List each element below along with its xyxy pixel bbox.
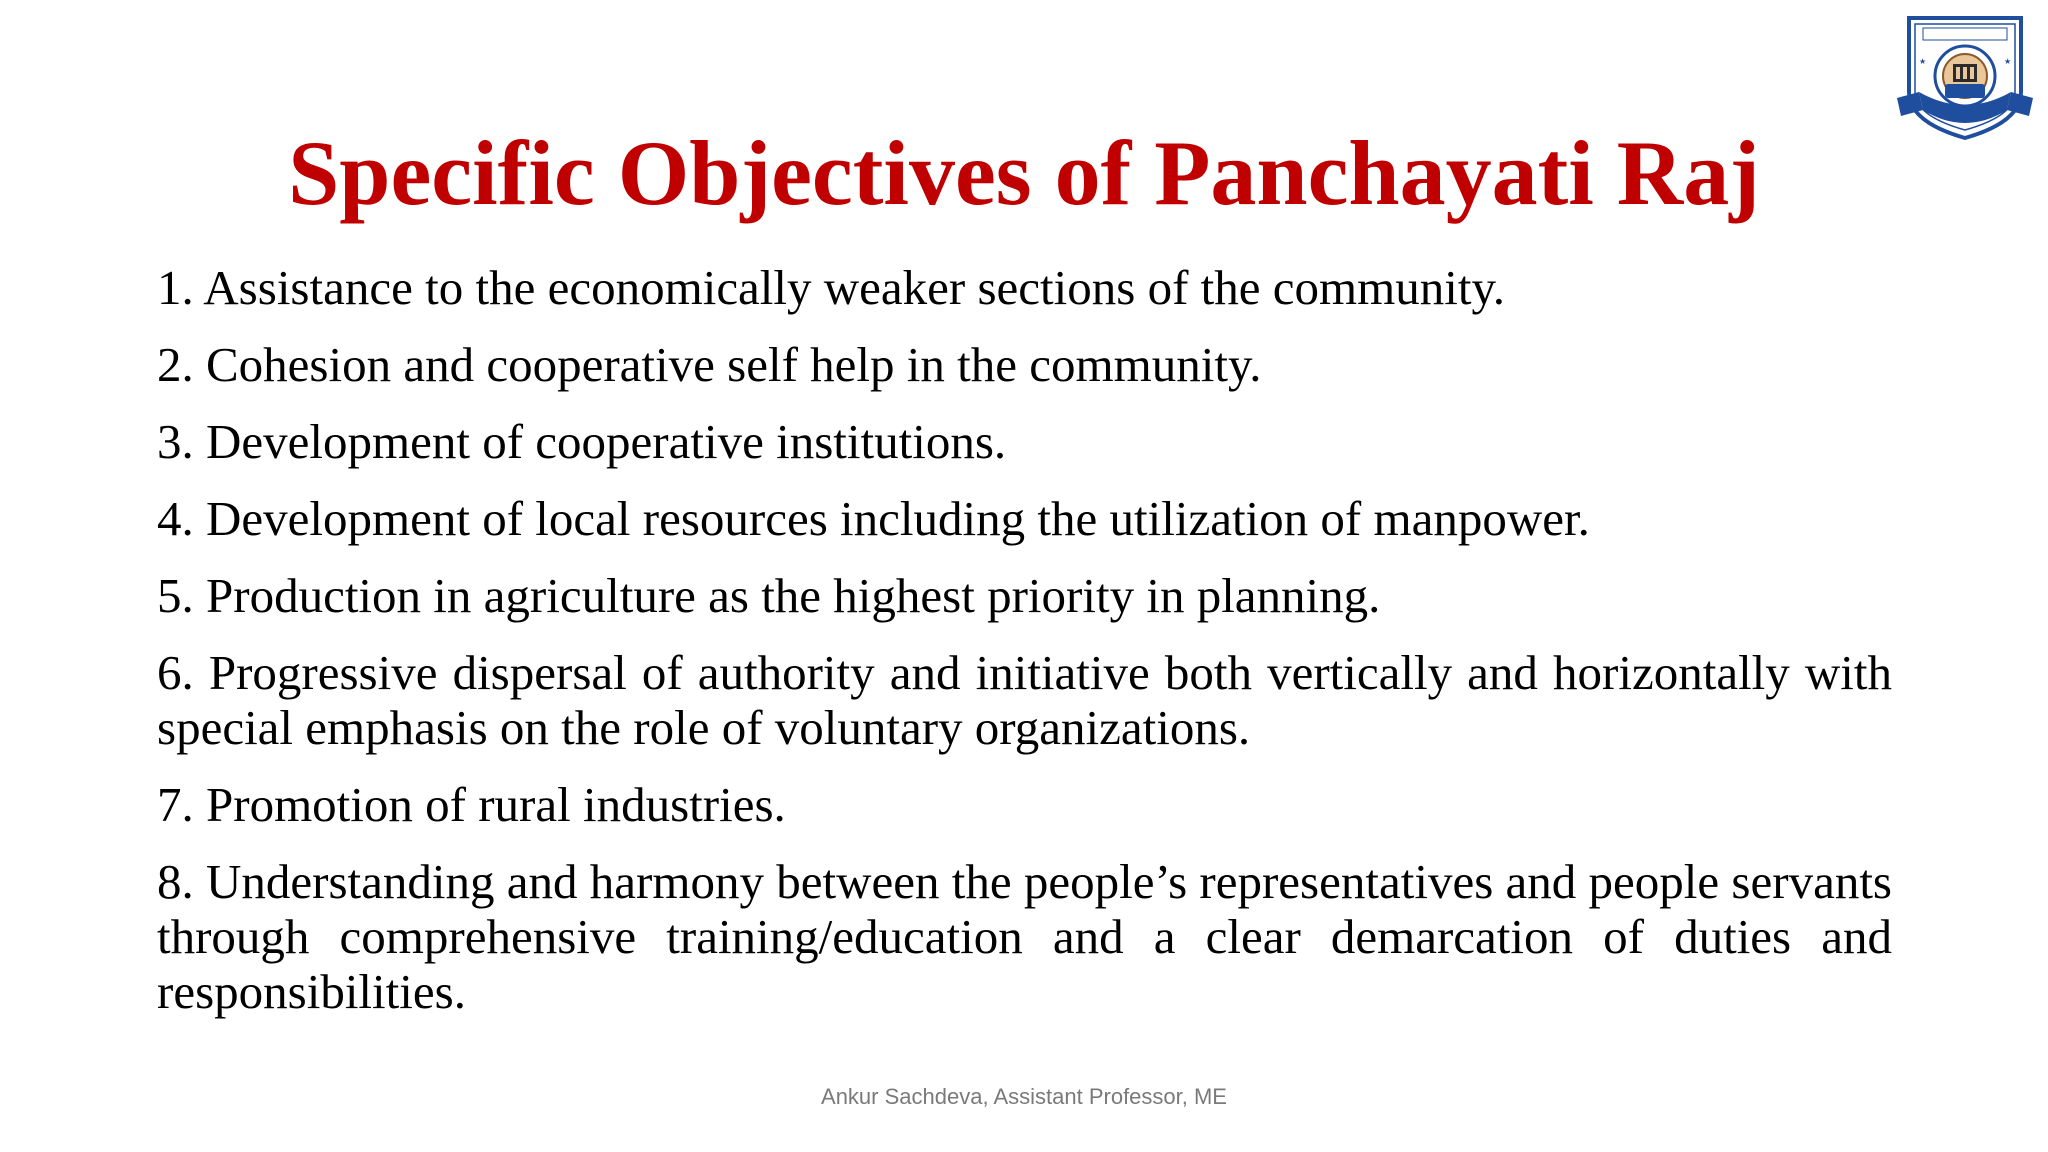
list-item: 7. Promotion of rural industries. (157, 777, 786, 832)
slide-title: Specific Objectives of Panchayati Raj (288, 122, 1760, 224)
list-item: 5. Production in agriculture as the highest priority in planning. (157, 568, 1381, 623)
objectives-list (157, 260, 1892, 1041)
kiet-logo-icon (1893, 14, 2037, 148)
list-item: 3. Development of cooperative institutions. (157, 414, 1007, 469)
list-item: 1. Assistance to the economically weaker sections of the community. (157, 260, 1506, 315)
list-item: 2. Cohesion and cooperative self help in the community. (157, 337, 1262, 392)
list-item: 8. Understanding and harmony between the people’s representatives and people servants through comprehensive training/education and a clear demarcation of duties and responsibilities. (157, 854, 1892, 1019)
list-item: 6. Progressive dispersal of authority and initiative both vertically and horizontally with special emphasis on the role of voluntary organizations. (157, 645, 1892, 755)
slide-footer: Ankur Sachdeva, Assistant Professor, ME (821, 1084, 1227, 1109)
list-item: 4. Development of local resources including the utilization of manpower. (157, 491, 1590, 546)
svg-text:★: ★ (1919, 57, 1927, 66)
svg-text:★: ★ (2004, 57, 2012, 66)
